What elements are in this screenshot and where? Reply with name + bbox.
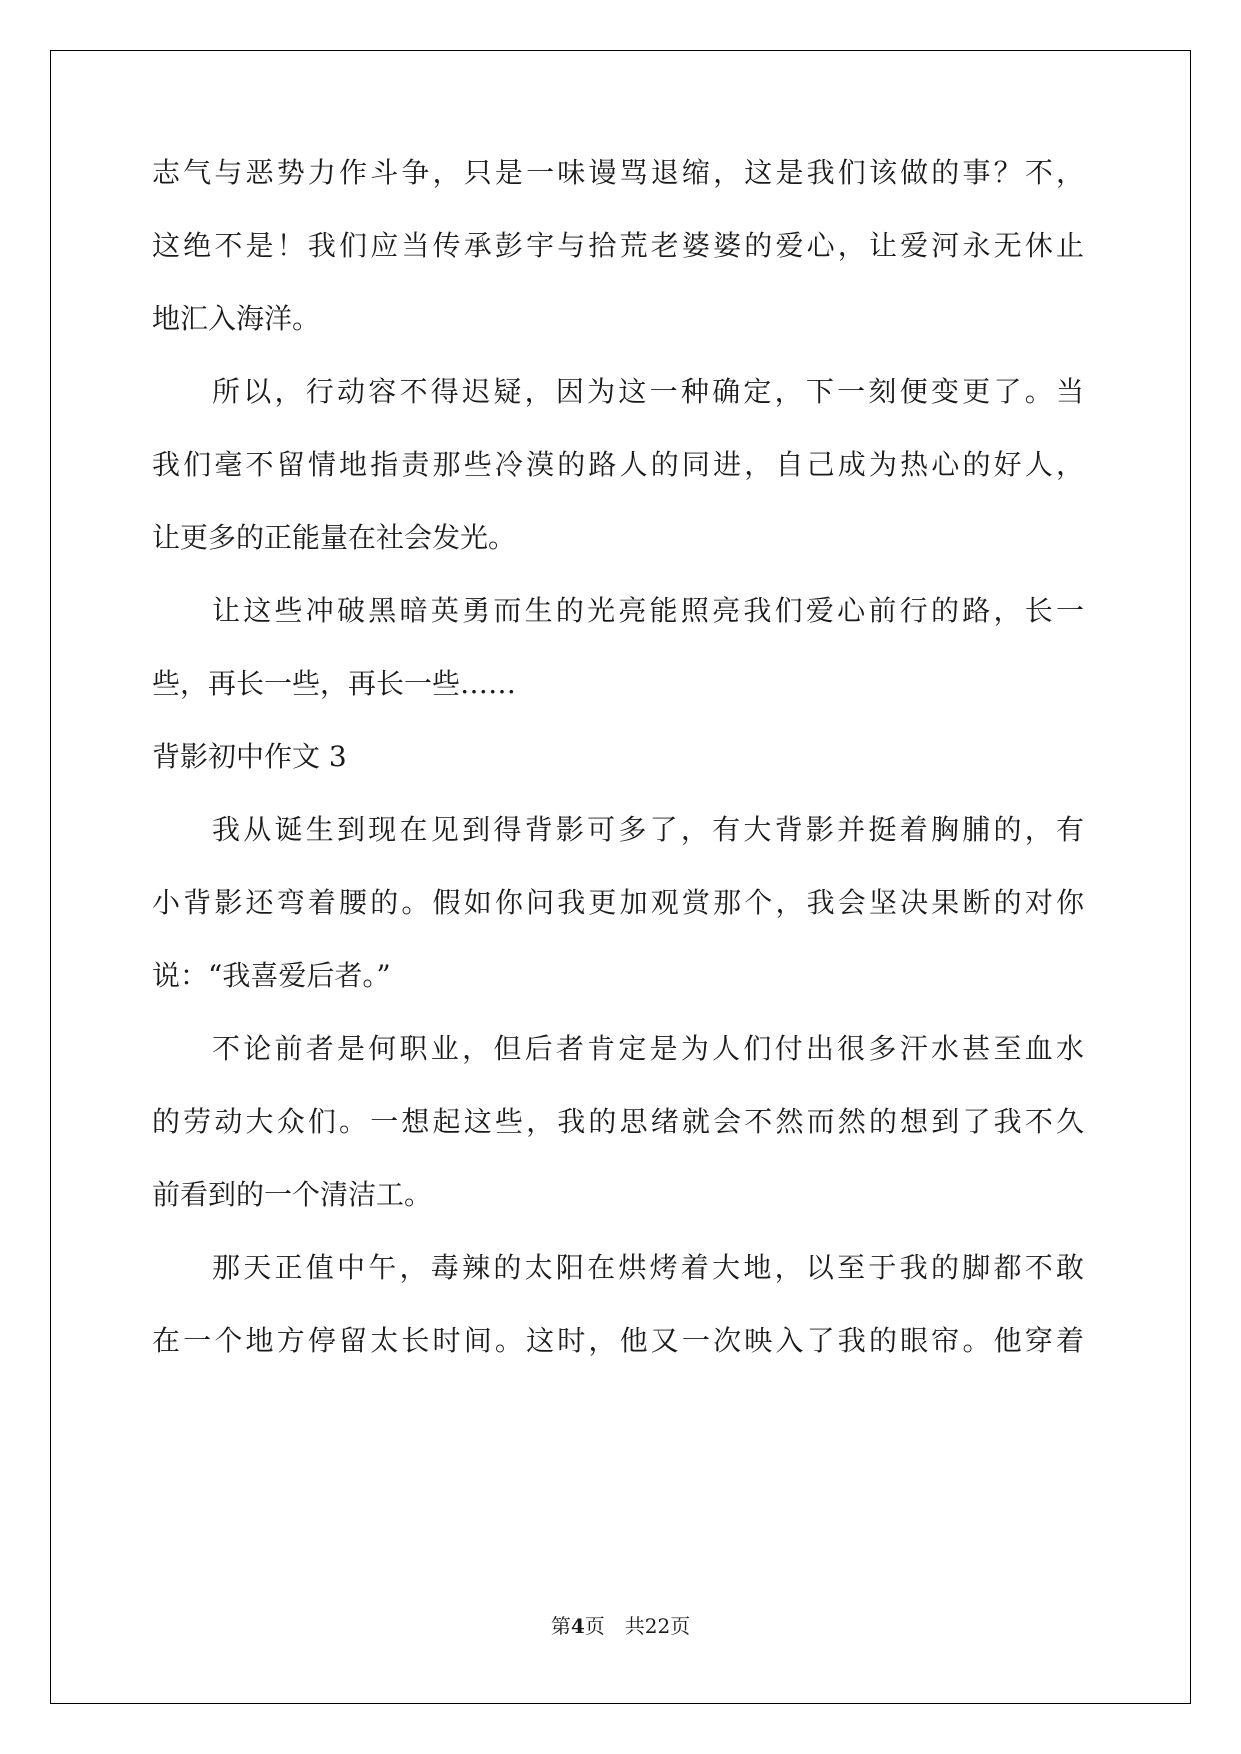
page-footer: [0, 1610, 1241, 1639]
text-line: 些，再长一些，再长一些……: [152, 667, 517, 700]
text-line: 前看到的一个清洁工。: [152, 1178, 433, 1211]
text-line: 让更多的正能量在社会发光。: [152, 521, 517, 554]
text-line: 的劳动大众们。一想起这些，我的思绪就会不然而然的想到了我不久: [152, 1105, 1084, 1138]
text-line: 小背影还弯着腰的。假如你问我更加观赏那个，我会坚决果断的对你: [152, 886, 1084, 919]
current-page-number: 4: [570, 1614, 585, 1638]
text-line: 地汇入海洋。: [152, 302, 321, 335]
text-line: 不论前者是何职业，但后者肯定是为人们付出很多汗水甚至血水: [212, 1032, 1084, 1065]
text-line: 志气与恶势力作斗争，只是一味谩骂退缩，这是我们该做的事？不，: [152, 156, 1084, 189]
text-line: 我们毫不留情地指责那些冷漠的路人的同进，自己成为热心的好人，: [152, 448, 1084, 481]
text-line: 在一个地方停留太长时间。这时，他又一次映入了我的眼帘。他穿着: [152, 1324, 1084, 1357]
footer-prefix: 第: [550, 1614, 571, 1638]
text-line: 所以，行动容不得迟疑，因为这一种确定，下一刻便变更了。当: [212, 375, 1084, 408]
section-heading: 背影初中作文 3: [152, 740, 347, 773]
text-line: 我从诞生到现在见到得背影可多了，有大背影并挺着胸脯的，有: [212, 813, 1084, 846]
text-line: 那天正值中午，毒辣的太阳在烘烤着大地，以至于我的脚都不敢: [212, 1251, 1084, 1284]
text-line: 说：“我喜爱后者。”: [152, 959, 391, 992]
total-page-count: 22: [644, 1614, 671, 1638]
footer-suffix: 页: [670, 1614, 691, 1638]
text-line: 让这些冲破黑暗英勇而生的光亮能照亮我们爱心前行的路，长一: [212, 594, 1084, 627]
footer-mid: 页 共: [584, 1614, 645, 1638]
text-line: 这绝不是！我们应当传承彭宇与拾荒老婆婆的爱心，让爱河永无休止: [152, 229, 1084, 262]
page-border: [50, 50, 1191, 1704]
